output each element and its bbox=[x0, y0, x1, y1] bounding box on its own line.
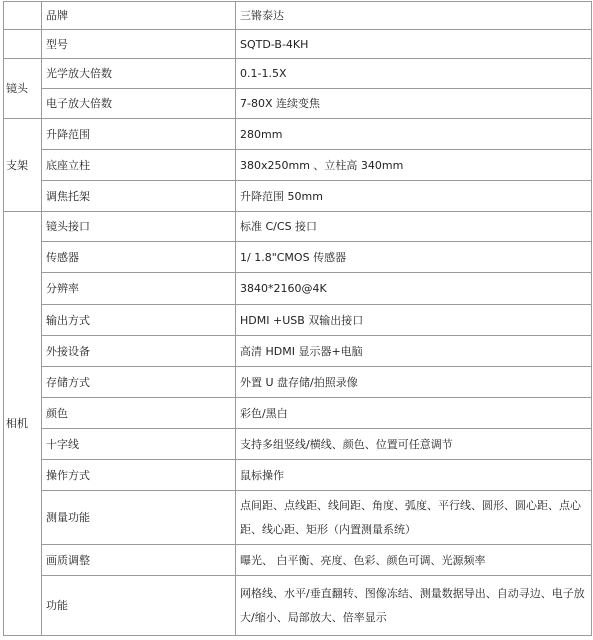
spec-label: 颜色 bbox=[42, 398, 236, 429]
table-row bbox=[4, 59, 592, 89]
spec-value: SQTD-B-4KH bbox=[236, 30, 592, 59]
spec-value: 鼠标操作 bbox=[236, 460, 592, 491]
spec-value: 3840*2160@4K bbox=[236, 273, 592, 305]
table-row bbox=[4, 398, 592, 429]
table-row bbox=[4, 460, 592, 491]
spec-label: 外接设备 bbox=[42, 336, 236, 367]
spec-label: 操作方式 bbox=[42, 460, 236, 491]
table-row bbox=[4, 242, 592, 273]
spec-value: 高清 HDMI 显示器+电脑 bbox=[236, 336, 592, 367]
spec-value: 1/ 1.8"CMOS 传感器 bbox=[236, 242, 592, 273]
spec-value: 0.1-1.5X bbox=[236, 59, 592, 89]
group-cell-stand: 支架 bbox=[4, 119, 42, 212]
spec-value: 曝光、 白平衡、亮度、色彩、颜色可调、光源频率 bbox=[236, 545, 592, 576]
spec-value: HDMI +USB 双输出接口 bbox=[236, 305, 592, 336]
spec-value: 标准 C/CS 接口 bbox=[236, 212, 592, 242]
table-row bbox=[4, 305, 592, 336]
table-row bbox=[4, 545, 592, 576]
spec-label: 输出方式 bbox=[42, 305, 236, 336]
spec-value: 网格线、水平/垂直翻转、图像冻结、测量数据导出、自动寻边、电子放大/缩小、局部放大、倍率显示 bbox=[236, 576, 592, 636]
spec-label: 画质调整 bbox=[42, 545, 236, 576]
spec-label: 存储方式 bbox=[42, 367, 236, 398]
spec-label: 光学放大倍数 bbox=[42, 59, 236, 89]
spec-label: 分辨率 bbox=[42, 273, 236, 305]
table-row bbox=[4, 429, 592, 460]
table-row bbox=[4, 212, 592, 242]
spec-value: 彩色/黑白 bbox=[236, 398, 592, 429]
table-row bbox=[4, 576, 592, 636]
spec-value: 支持多组竖线/横线、颜色、位置可任意调节 bbox=[236, 429, 592, 460]
spec-label: 电子放大倍数 bbox=[42, 89, 236, 119]
table-row bbox=[4, 2, 592, 30]
spec-label: 功能 bbox=[42, 576, 236, 636]
spec-label: 品牌 bbox=[42, 2, 236, 30]
spec-value: 280mm bbox=[236, 119, 592, 150]
spec-value: 7-80X 连续变焦 bbox=[236, 89, 592, 119]
spec-label: 测量功能 bbox=[42, 491, 236, 545]
group-cell-blank bbox=[4, 2, 42, 30]
spec-label: 调焦托架 bbox=[42, 181, 236, 212]
table-row bbox=[4, 89, 592, 119]
spec-value: 380x250mm 、立柱高 340mm bbox=[236, 150, 592, 181]
spec-label: 十字线 bbox=[42, 429, 236, 460]
group-cell-blank bbox=[4, 30, 42, 59]
spec-value: 升降范围 50mm bbox=[236, 181, 592, 212]
spec-label: 型号 bbox=[42, 30, 236, 59]
spec-label: 底座立柱 bbox=[42, 150, 236, 181]
table-row bbox=[4, 30, 592, 59]
spec-table bbox=[3, 1, 592, 636]
table-row bbox=[4, 119, 592, 150]
spec-label: 镜头接口 bbox=[42, 212, 236, 242]
table-row bbox=[4, 181, 592, 212]
group-cell-lens: 镜头 bbox=[4, 59, 42, 119]
spec-value: 点间距、点线距、线间距、角度、弧度、平行线、圆形、圆心距、点心距、线心距、矩形（内置测量系统） bbox=[236, 491, 592, 545]
spec-label: 传感器 bbox=[42, 242, 236, 273]
spec-value: 三锵泰达 bbox=[236, 2, 592, 30]
spec-label: 升降范围 bbox=[42, 119, 236, 150]
table-row bbox=[4, 367, 592, 398]
group-cell-camera: 相机 bbox=[4, 212, 42, 636]
table-row bbox=[4, 273, 592, 305]
spec-value: 外置 U 盘存储/拍照录像 bbox=[236, 367, 592, 398]
table-row bbox=[4, 491, 592, 545]
table-row bbox=[4, 150, 592, 181]
table-row bbox=[4, 336, 592, 367]
